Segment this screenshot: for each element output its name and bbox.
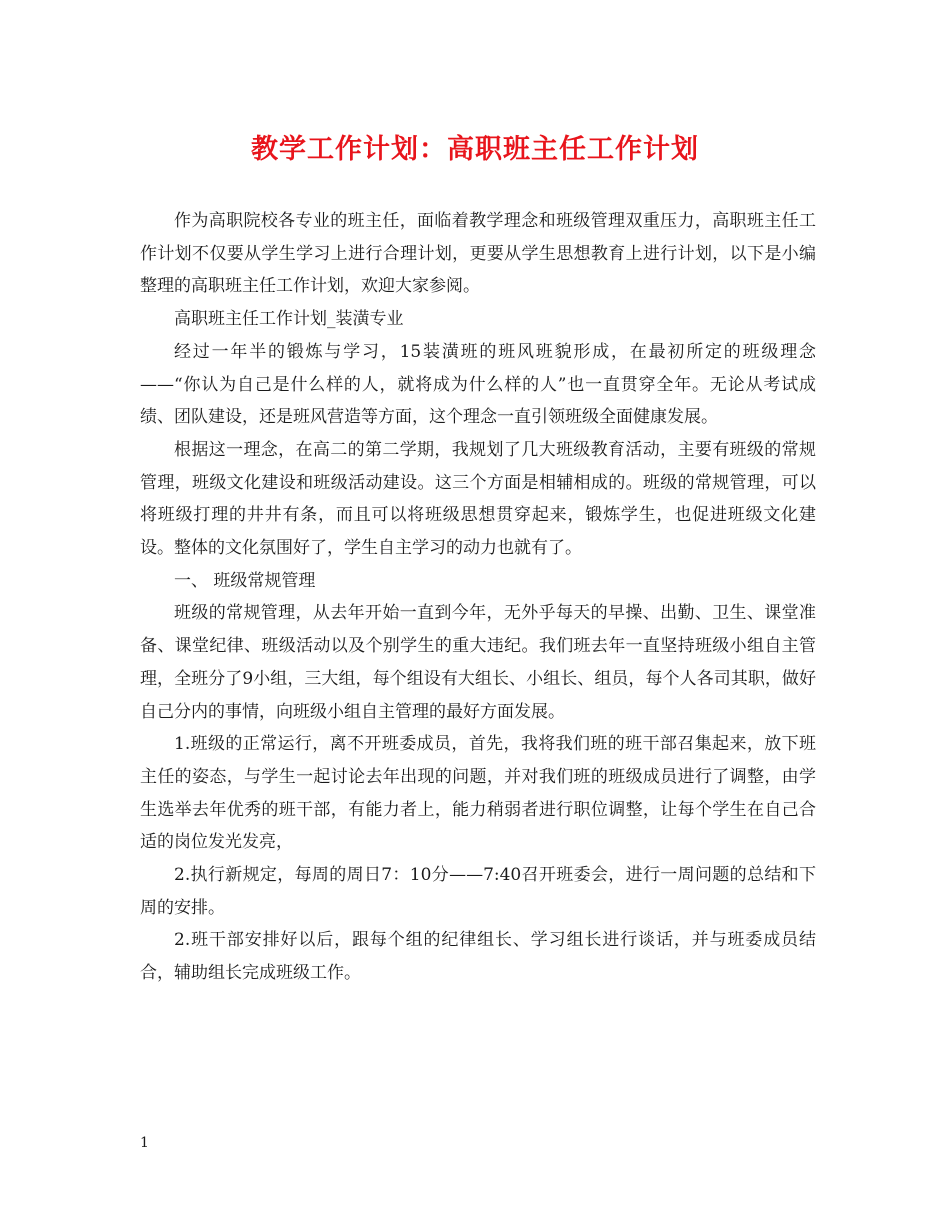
body-paragraph: 经过一年半的锻炼与学习，15装潢班的班风班貌形成，在最初所定的班级理念——“你认为自己是什么样的人，就将成为什么样的人”也一直贯穿全年。无论从考试成绩、团队建设，还是班风营造等方面，这个理念一直引领班级全面健康发展。 xyxy=(140,341,816,428)
document-body xyxy=(140,205,816,990)
section-heading: 一、 班级常规管理 xyxy=(174,570,316,591)
page-number: 1 xyxy=(140,1135,149,1151)
list-item: 2.执行新规定，每周的周日7：10分——7:40召开班委会，进行一周问题的总结和下周的安排。 xyxy=(140,865,816,918)
intro-paragraph: 作为高职院校各专业的班主任，面临着教学理念和班级管理双重压力，高职班主任工作计划不仅要从学生学习上进行合理计划，更要从学生思想教育上进行计划，以下是小编整理的高职班主任工作计划，欢迎大家参阅。 xyxy=(140,211,816,297)
document-title: 教学工作计划：高职班主任工作计划 xyxy=(251,134,699,165)
section-subtitle: 高职班主任工作计划_装潢专业 xyxy=(174,309,404,330)
body-paragraph: 根据这一理念，在高二的第二学期，我规划了几大班级教育活动，主要有班级的常规管理，班级文化建设和班级活动建设。这三个方面是相辅相成的。班级的常规管理，可以将班级打理的井井有条，而且可以将班级思想贯穿起来，锻炼学生，也促进班级文化建设。整体的文化氛围好了，学生自主学习的动力也就有了。 xyxy=(140,439,816,559)
list-item: 2.班干部安排好以后，跟每个组的纪律组长、学习组长进行谈话，并与班委成员结合，辅助组长完成班级工作。 xyxy=(140,930,816,984)
list-item: 1.班级的正常运行，离不开班委成员，首先，我将我们班的班干部召集起来，放下班主任的姿态，与学生一起讨论去年出现的问题，并对我们班的班级成员进行了调整，由学生选举去年优秀的班干部，有能力者上，能力稍弱者进行职位调整，让每个学生在自己合适的岗位发光发亮， xyxy=(140,734,816,853)
body-paragraph: 班级的常规管理，从去年开始一直到今年，无外乎每天的早操、出勤、卫生、课堂准备、课堂纪律、班级活动以及个别学生的重大违纪。我们班去年一直坚持班级小组自主管理，全班分了9小组，三大组，每个组设有大组长、小组长、组员，每个人各司其职，做好自己分内的事情，向班级小组自主管理的最好方面发展。 xyxy=(140,603,816,722)
